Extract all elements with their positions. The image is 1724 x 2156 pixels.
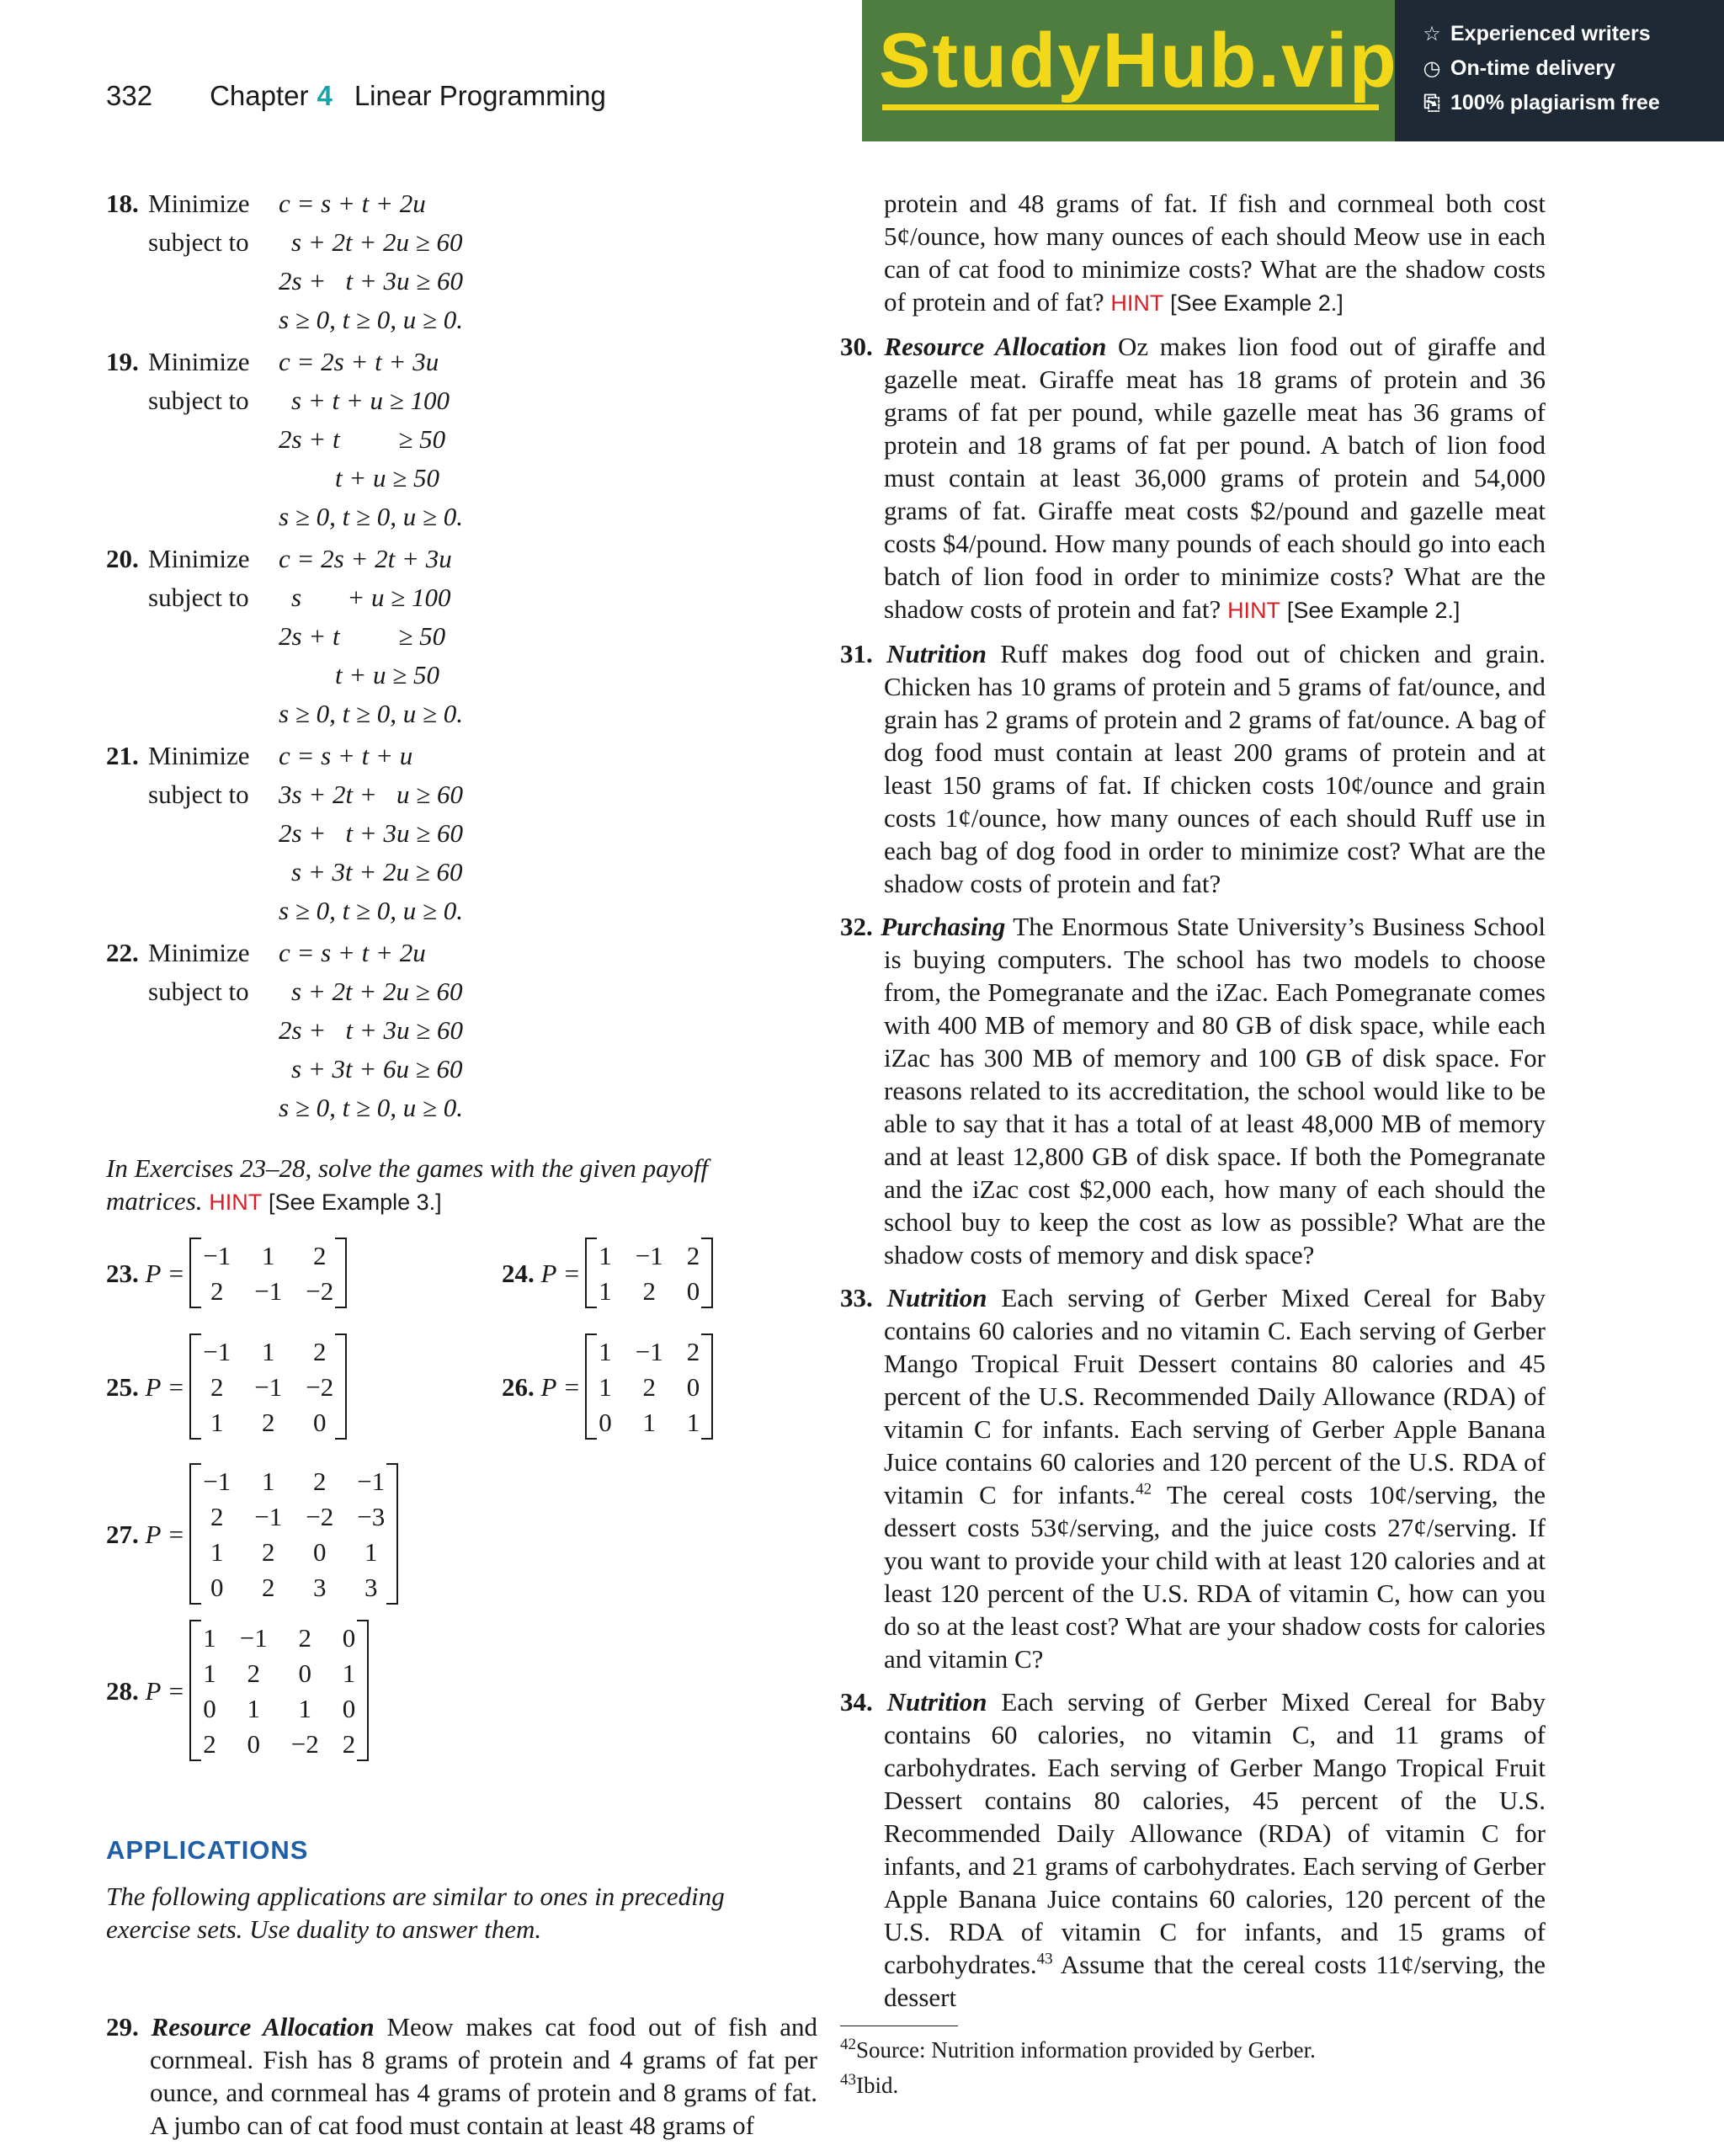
matrix-entry: 2 — [210, 1371, 224, 1402]
studyhub-banner[interactable] — [862, 0, 1724, 141]
feature-on-time-delivery: ◷ On-time delivery — [1420, 56, 1724, 81]
matrix-entry: 1 — [599, 1336, 612, 1366]
application-30: 30. Resource Allocation Oz makes lion food out of giraffe and gazelle meat. Giraffe meat has 18 grams of protein and 36 grams of fat per pound, while gazelle meat has 36 grams of protein and 18 grams of fat per pound. A batch of lion food must contain at least 36,000 grams of protein and 54,000 grams of fat. Giraffe meat costs $2/pound and gazelle meat costs $4/pound. How many pounds of each should go into each batch of lion food in order to minimize costs? What are the shadow costs of protein and fat? HINT [See Example 2.] — [840, 332, 1546, 624]
exercise-21: 21. Minimize c = s + t + u subject to 3s + 2t + u ≥ 60 2s + t + 3u ≥ 60 s + 3t + 2u ≥ 60 s ≥ 0, t ≥ 0, u ≥ 0. — [106, 741, 464, 925]
matrix-entry: 1 — [599, 1275, 612, 1306]
chapter-label: Chapter — [210, 80, 309, 111]
left-bracket — [585, 1238, 597, 1308]
matrix-entry: 1 — [642, 1407, 657, 1437]
matrix-entry: 2 — [203, 1728, 216, 1759]
right-bracket — [335, 1238, 347, 1308]
left-bracket — [189, 1238, 201, 1308]
matrix-entry: −1 — [203, 1336, 231, 1366]
banner-features — [1395, 0, 1724, 141]
matrix-entry: 2 — [342, 1728, 356, 1759]
hint-label[interactable]: HINT — [1110, 290, 1164, 316]
application-29-continued: protein and 48 grams of fat. If fish and cornmeal both cost 5¢/ounce, how many ounces of each should Meow use in each can of cat food to minimize costs? What are the shadow costs of protein and of fat? HINT [See Example 2.] — [884, 189, 1546, 317]
left-bracket — [585, 1334, 597, 1440]
matrix-entry: 1 — [262, 1336, 275, 1366]
matrix-entry: −1 — [203, 1466, 231, 1496]
matrix-entry: 0 — [342, 1622, 356, 1653]
right-bracket — [386, 1463, 398, 1605]
matrix-entry: −2 — [290, 1728, 319, 1759]
payoff-matrix — [191, 1238, 345, 1308]
footnote-43: $^{43}$Ibid. — [840, 2071, 899, 2098]
matrix-23: 23. P = −1 1 2 2 −1 −2 — [106, 1238, 345, 1308]
matrix-entry: 0 — [342, 1693, 356, 1723]
applications-title: APPLICATIONS — [106, 1835, 309, 1865]
payoff-matrix — [587, 1334, 711, 1440]
application-31: 31. Nutrition Ruff makes dog food out of chicken and grain. Chicken has 10 grams of protein and 5 grams of fat/ounce, and grain has 2 grams of protein and 2 grams of fat/ounce. A bag of dog food must contain at least 200 grams of protein and at least 150 grams of fat. If chicken costs 10¢/ounce and grain costs 1¢/ounce, how many ounces of each should Ruff use in each bag of dog food in order to minimize cost? What are the shadow costs of protein and fat? — [840, 639, 1546, 898]
matrix-entry: 1 — [298, 1693, 312, 1723]
left-bracket — [189, 1463, 201, 1605]
banner-logo-panel — [862, 0, 1398, 141]
matrix-row — [191, 1404, 345, 1440]
document-icon: ⎘ — [1423, 91, 1440, 114]
matrix-26: 26. P = 1 −1 2 1 2 0 0 1 1 — [502, 1334, 711, 1440]
matrix-entry: 2 — [210, 1501, 224, 1531]
star-icon: ☆ — [1423, 23, 1441, 45]
matrix-row — [191, 1655, 367, 1690]
right-bracket — [357, 1620, 369, 1761]
footnote-42: $^{42}$Source: Nutrition information provided by Gerber. — [840, 2036, 1316, 2063]
matrix-entry: 2 — [642, 1275, 657, 1306]
matrix-row — [191, 1726, 367, 1761]
matrix-row — [587, 1334, 711, 1369]
matrix-entry: 2 — [298, 1622, 312, 1653]
chapter-number: 4 — [317, 80, 333, 111]
matrix-entry: −1 — [239, 1622, 268, 1653]
games-matrices — [106, 1227, 817, 2019]
payoff-matrix — [191, 1334, 345, 1440]
matrix-row — [587, 1238, 711, 1273]
matrix-entry: 2 — [642, 1371, 657, 1402]
matrix-entry: 2 — [210, 1275, 224, 1306]
matrix-entry: 0 — [210, 1572, 224, 1602]
matrix-row — [191, 1369, 345, 1404]
chapter-title: Linear Programming — [354, 80, 606, 111]
feature-plagiarism-free: ⎘ 100% plagiarism free — [1420, 91, 1724, 115]
matrix-row — [587, 1273, 711, 1308]
left-bracket — [189, 1620, 201, 1761]
matrix-entry: 1 — [210, 1407, 224, 1437]
matrix-entry: 2 — [247, 1658, 261, 1688]
matrix-entry: 0 — [313, 1407, 327, 1437]
matrix-entry: 0 — [686, 1275, 700, 1306]
matrix-entry: 1 — [599, 1240, 612, 1270]
hint-label[interactable]: HINT — [1227, 598, 1281, 623]
application-34: 34. Nutrition Each serving of Gerber Mixed Cereal for Baby contains 60 calories, no vitamin C, and 11 grams of carbohydrates. Each serving of Gerber Mango Tropical Fruit Dessert contains 80 calories, 45 percent of the U.S. Recommended Daily Allowance (RDA) of vitamin C for infants, and 21 grams of carbohydrates. Each serving of Gerber Apple Banana Juice contains 60 calories, 120 percent of the U.S. RDA of vitamin C for infants, and 15 grams of carbohydrates.$^{43}$ Assume that the cereal costs 11¢/serving, the dessert — [840, 1687, 1546, 2012]
matrix-entry: −2 — [306, 1275, 334, 1306]
matrix-row — [191, 1690, 367, 1726]
hint-label[interactable]: HINT — [209, 1190, 263, 1215]
matrix-entry: 1 — [247, 1693, 261, 1723]
application-29: 29. Resource Allocation Meow makes cat food out of fish and cornmeal. Fish has 8 grams of protein and 4 grams of fat per ounce, and cornmeal has 4 grams of protein and 8 grams of fat. A jumbo can of cat food must contain at least 48 grams of — [106, 2012, 818, 2140]
matrix-row — [191, 1463, 396, 1499]
matrix-25: 25. P = −1 1 2 2 −1 −2 1 2 0 — [106, 1334, 345, 1440]
exercise-19: 19. Minimize c = 2s + t + 3u subject to s + t + u ≥ 100 2s + t ≥ 50 t + u ≥ 50 s ≥ 0, t ≥ 0, u ≥ 0. — [106, 347, 463, 531]
right-bracket — [701, 1334, 713, 1440]
studyhub-logo: StudyHub.vip — [879, 18, 1398, 104]
running-header — [106, 80, 606, 112]
matrix-row — [191, 1534, 396, 1569]
footnote-ref-42[interactable]: 42 — [1136, 1480, 1152, 1499]
feature-experienced-writers: ☆ Experienced writers — [1420, 22, 1724, 46]
matrix-entry: 0 — [313, 1536, 327, 1567]
matrix-entry: 1 — [599, 1371, 612, 1402]
matrix-entry: −1 — [357, 1466, 386, 1496]
matrix-24: 24. P = 1 −1 2 1 2 0 — [502, 1238, 711, 1308]
matrix-entry: −1 — [254, 1275, 283, 1306]
payoff-matrix — [587, 1238, 711, 1308]
matrix-entry: 2 — [313, 1466, 327, 1496]
matrix-27: 27. P = −1 1 2 −1 2 −1 −2 −3 1 2 0 1 0 2 3 3 — [106, 1463, 396, 1605]
exercise-22: 22. Minimize c = s + t + 2u subject to s + 2t + 2u ≥ 60 2s + t + 3u ≥ 60 s + 3t + 6u ≥ 60 s ≥ 0, t ≥ 0, u ≥ 0. — [106, 938, 464, 1122]
matrix-row — [191, 1273, 345, 1308]
matrix-row — [191, 1569, 396, 1605]
matrix-entry: 0 — [247, 1728, 261, 1759]
matrix-row — [191, 1620, 367, 1655]
matrix-entry: 2 — [686, 1240, 700, 1270]
matrix-entry: 2 — [686, 1336, 700, 1366]
left-bracket — [189, 1334, 201, 1440]
hint-reference: [See Example 3.] — [269, 1190, 442, 1215]
matrix-entry: 1 — [210, 1536, 224, 1567]
applications-intro: The following applications are similar to ones in preceding exercise sets. Use duality to answer them. — [106, 1882, 725, 1944]
page-number: 332 — [106, 80, 153, 111]
application-33: 33. Nutrition Each serving of Gerber Mixed Cereal for Baby contains 60 calories and no vitamin C. Each serving of Gerber Mango Tropical Fruit Dessert contains 80 calories and 45 percent of the U.S. Recommended Daily Allowance (RDA) of vitamin C for infants. Each serving of Gerber Apple Banana Juice contains 60 calories and 120 percent of the U.S. RDA of vitamin C for infants.$^{42}$ The cereal costs 10¢/serving, the dessert costs 53¢/serving, and the juice costs 27¢/serving. If you want to provide your child with at least 120 calories and at least 120 percent of the U.S. RDA of vitamin C, how can you do so at the least cost? What are your shadow costs for calories and vitamin C? — [840, 1283, 1546, 1674]
matrix-entry: 1 — [364, 1536, 378, 1567]
matrix-entry: 2 — [313, 1336, 327, 1366]
right-bracket — [335, 1334, 347, 1440]
matrix-entry: 0 — [686, 1371, 700, 1402]
matrix-row — [191, 1334, 345, 1369]
left-column — [106, 187, 817, 2152]
application-32: 32. Purchasing The Enormous State University’s Business School is buying computers. The school has two models to choose from, the Pomegranate and the iZac. Each Pomegranate comes with 400 MB of memory and 80 GB of disk space, while each iZac has 300 MB of memory and 100 GB of disk space. For reasons related to its accreditation, the school would like to be able to say that it has a total of at least 48,000 MB of memory and at least 12,800 GB of disk space. If both the Pomegranate and the iZac cost $2,000 each, how many of each should the school buy to keep the cost as low as possible? What are the shadow costs of memory and disk space? — [840, 912, 1546, 1270]
matrix-entry: 1 — [262, 1466, 275, 1496]
matrix-entry: 1 — [203, 1622, 216, 1653]
matrix-row — [587, 1369, 711, 1404]
matrix-entry: 2 — [262, 1407, 275, 1437]
games-intro: In Exercises 23–28, solve the games with the given payoff matrices. HINT [See Example 3.] — [106, 1153, 709, 1216]
matrix-entry: −1 — [254, 1501, 283, 1531]
matrix-entry: −3 — [357, 1501, 386, 1531]
payoff-matrix — [191, 1620, 367, 1761]
matrix-entry: 3 — [313, 1572, 327, 1602]
matrix-entry: 0 — [298, 1658, 312, 1688]
matrix-entry: 2 — [262, 1536, 275, 1567]
matrix-row — [191, 1499, 396, 1534]
applications-section — [106, 1834, 817, 1946]
footnote-ref-43[interactable]: 43 — [1036, 1950, 1053, 1968]
clock-icon: ◷ — [1423, 57, 1441, 80]
exercise-18: 18. Minimize c = s + t + 2u subject to s + 2t + 2u ≥ 60 2s + t + 3u ≥ 60 s ≥ 0, t ≥ 0, u ≥ 0. — [106, 189, 464, 334]
matrix-row — [587, 1404, 711, 1440]
matrix-28: 28. P = 1 −1 2 0 1 2 0 1 0 1 1 0 2 0 −2 2 — [106, 1620, 367, 1761]
matrix-entry: 3 — [364, 1572, 378, 1602]
matrix-entry: −1 — [203, 1240, 231, 1270]
exercise-20: 20. Minimize c = 2s + 2t + 3u subject to s + u ≥ 100 2s + t ≥ 50 t + u ≥ 50 s ≥ 0, t ≥ 0, u ≥ 0. — [106, 544, 463, 728]
matrix-entry: 1 — [342, 1658, 356, 1688]
payoff-matrix — [191, 1463, 396, 1605]
matrix-entry: 1 — [203, 1658, 216, 1688]
matrix-entry: −1 — [254, 1371, 283, 1402]
matrix-entry: 1 — [262, 1240, 275, 1270]
matrix-entry: 2 — [313, 1240, 327, 1270]
right-column — [840, 187, 1546, 2100]
matrix-entry: 2 — [262, 1572, 275, 1602]
logo-underline — [882, 104, 1379, 110]
matrix-entry: −1 — [635, 1336, 663, 1366]
right-bracket — [701, 1238, 713, 1308]
matrix-entry: −1 — [635, 1240, 663, 1270]
matrix-row — [191, 1238, 345, 1273]
matrix-entry: −2 — [306, 1501, 334, 1531]
matrix-entry: −2 — [306, 1371, 334, 1402]
matrix-entry: 0 — [203, 1693, 216, 1723]
matrix-entry: 0 — [599, 1407, 612, 1437]
matrix-entry: 1 — [686, 1407, 700, 1437]
